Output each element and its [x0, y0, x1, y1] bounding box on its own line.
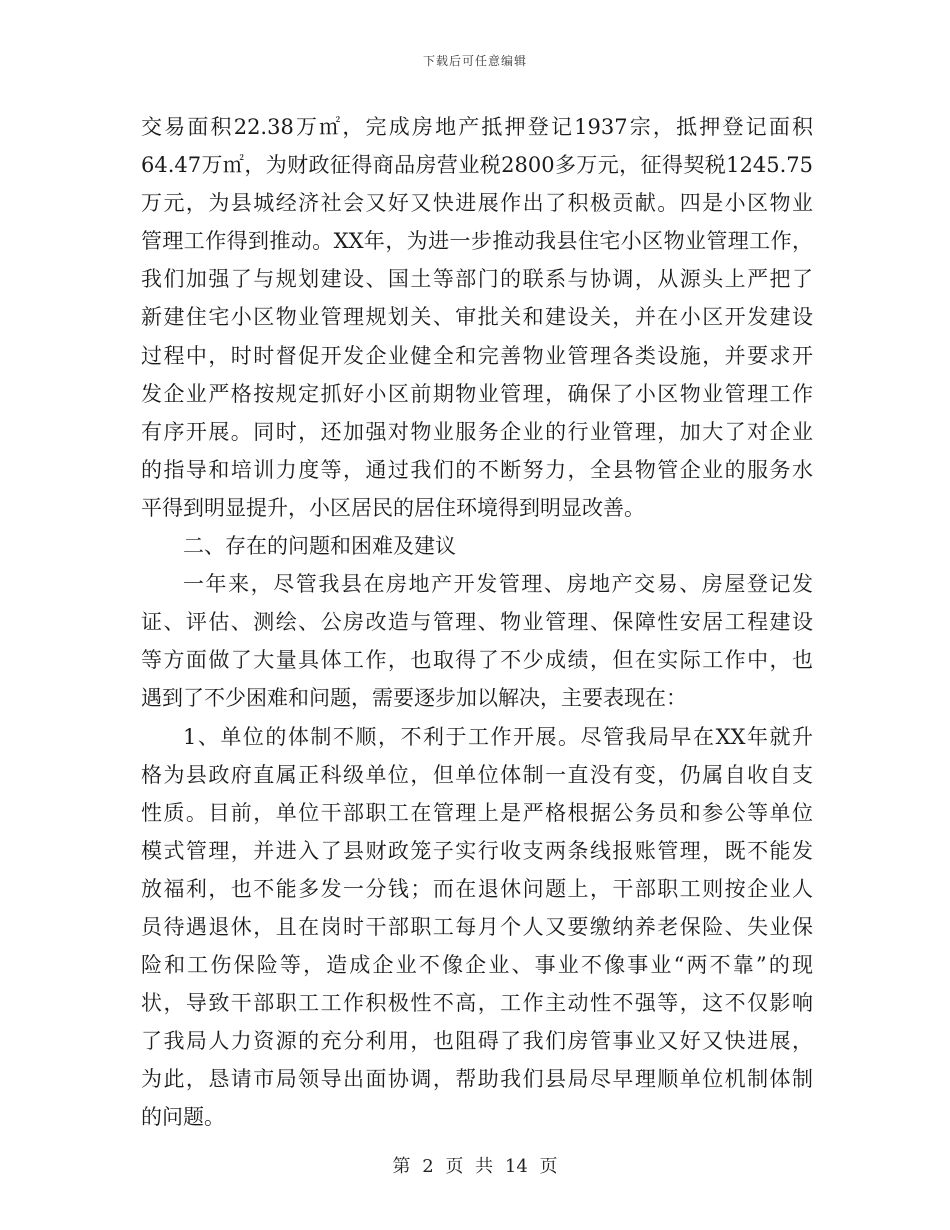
footer-total-pages: 14	[504, 1156, 528, 1177]
text-line: 平得到明显提升，小区居民的居住环境得到明显改善。	[141, 495, 645, 520]
text-line: 为此，恳请市局领导出面协调，帮助我们县局尽早理顺单位机制体制	[141, 1067, 813, 1092]
text-line: 二、存在的问题和困难及建议	[183, 534, 456, 559]
text-line: 遇到了不少困难和问题，需要逐步加以解决，主要表现在：	[141, 686, 687, 711]
text-line: 一年来，尽管我县在房地产开发管理、房地产交易、房屋登记发	[183, 572, 813, 597]
text-line: 有序开展。同时，还加强对物业服务企业的行业管理，加大了对企业	[141, 419, 813, 444]
text-line: 模式管理，并进入了县财政笼子实行收支两条线报账管理，既不能发	[141, 838, 813, 863]
text-line: 等方面做了大量具体工作，也取得了不少成绩，但在实际工作中，也	[141, 648, 813, 673]
footer-suffix: 页	[539, 1156, 558, 1177]
text-line: 新建住宅小区物业管理规划关、审批关和建设关，并在小区开发建设	[141, 305, 813, 330]
footer-prefix: 第	[392, 1156, 411, 1177]
page-header-note: 下载后可任意编辑	[422, 54, 527, 68]
footer-page-number: 2	[422, 1156, 434, 1177]
text-line: 的问题。	[141, 1105, 225, 1130]
text-line: 员待遇退休，且在岗时干部职工每月个人又要缴纳养老保险、失业保	[141, 914, 813, 939]
document-body	[141, 108, 813, 1137]
text-line: 放福利，也不能多发一分钱；而在退休问题上，干部职工则按企业人	[141, 876, 813, 901]
text-line: 万元，为县城经济社会又好又快进展作出了积极贡献。四是小区物业	[141, 191, 813, 216]
text-line: 交易面积22.38万㎡，完成房地产抵押登记1937宗，抵押登记面积	[141, 115, 813, 139]
text-line: 的指导和培训力度等，通过我们的不断努力，全县物管企业的服务水	[141, 457, 813, 482]
text-line: 状，导致干部职工工作积极性不高，工作主动性不强等，这不仅影响	[141, 991, 813, 1016]
text-line: 1、单位的体制不顺，不利于工作开展。尽管我局早在XX年就升	[183, 724, 813, 749]
text-line: 了我局人力资源的充分利用，也阻碍了我们房管事业又好又快进展，	[141, 1029, 813, 1054]
text-line: 性质。目前，单位干部职工在管理上是严格根据公务员和参公等单位	[141, 800, 813, 825]
text-line: 过程中，时时督促开发企业健全和完善物业管理各类设施，并要求开	[141, 343, 813, 368]
footer-middle: 页 共	[445, 1156, 494, 1177]
text-line: 险和工伤保险等，造成企业不像企业、事业不像事业“两不靠”的现	[141, 953, 813, 978]
text-line: 我们加强了与规划建设、国土等部门的联系与协调，从源头上严把了	[141, 267, 813, 292]
text-line: 证、评估、测绘、公房改造与管理、物业管理、保障性安居工程建设	[141, 610, 813, 635]
page-footer	[0, 1152, 950, 1178]
text-line: 管理工作得到推动。XX年，为进一步推动我县住宅小区物业管理工作，	[141, 229, 813, 254]
text-line: 格为县政府直属正科级单位，但单位体制一直没有变，仍属自收自支	[141, 762, 813, 787]
text-line: 发企业严格按规定抓好小区前期物业管理，确保了小区物业管理工作	[141, 381, 813, 406]
text-line: 64.47万㎡，为财政征得商品房营业税2800多万元，征得契税1245.75	[141, 153, 813, 178]
